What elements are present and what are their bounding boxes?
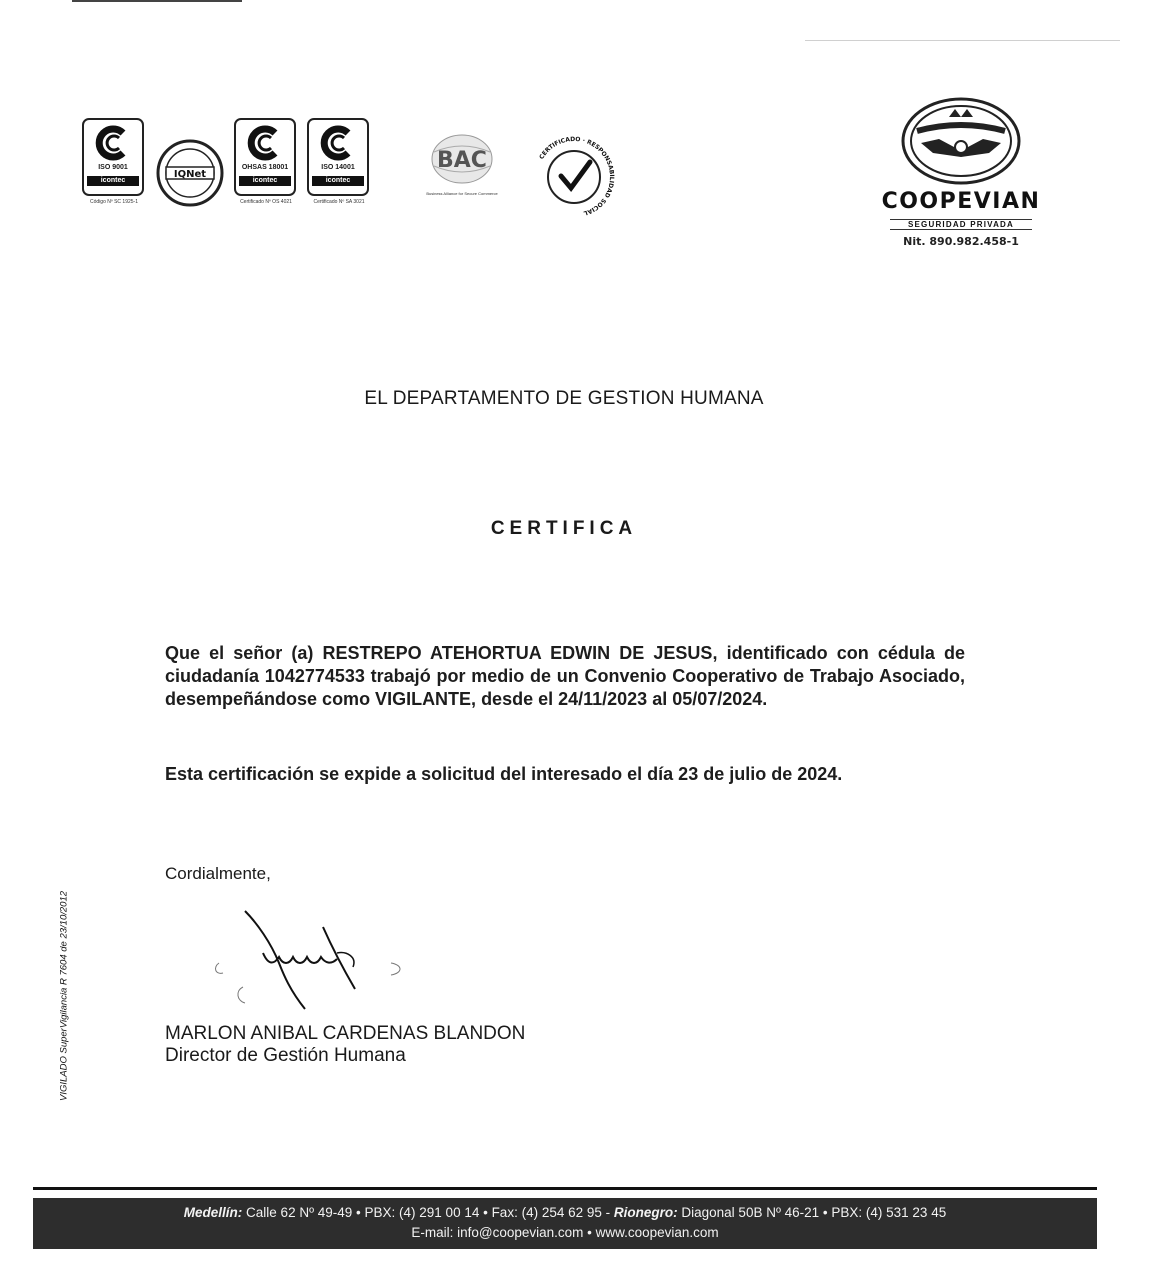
iso-9001-logo (82, 118, 146, 205)
bac-text: BAC (437, 148, 487, 173)
icontec-c-icon (316, 124, 360, 162)
cert-code: Certificado Nº SA 3021 (313, 199, 365, 205)
iqnet-text: IQNet (173, 169, 207, 180)
social-responsibility-seal (528, 134, 620, 220)
vigilado-side-note (52, 880, 76, 1112)
footer-medellin-details: Calle 62 Nº 49-49 • PBX: (4) 291 00 14 • Fax: (4) 254 62 95 - (242, 1205, 614, 1220)
department-heading: EL DEPARTAMENTO DE GESTION HUMANA (364, 388, 764, 409)
signer-name: MARLON ANIBAL CARDENAS BLANDON (165, 1023, 526, 1044)
company-name: COOPEVIAN (881, 189, 1041, 214)
footer-rionegro-details: Diagonal 50B Nº 46-21 • PBX: (4) 531 23 45 (677, 1205, 947, 1220)
bac-logo (402, 132, 522, 196)
coopevian-emblem-icon (899, 95, 1023, 187)
closing-text: Cordialmente, (165, 864, 271, 883)
footer-contact-line: E-mail: info@coopevian.com • www.coopevian.com (411, 1225, 719, 1240)
cert-code: Código Nº SC 1925-1 (90, 199, 138, 205)
issuance-paragraph: Esta certificación se expide a solicitud del interesado el día 23 de julio de 2024. (165, 764, 843, 784)
cert-code: Certificado Nº OS 4021 (240, 199, 292, 205)
iso-14001-logo (307, 118, 371, 205)
cert-label: OHSAS 18001 (241, 164, 289, 171)
document-title: CERTIFICA (490, 518, 638, 539)
footer-address-line (33, 1203, 1097, 1223)
bac-globe-icon (422, 132, 502, 186)
seal-text: CERTIFICADO · RESPONSABILIDAD SOCIAL (538, 135, 616, 217)
ohsas-18001-logo (234, 118, 298, 205)
cert-label: ISO 9001 (98, 164, 128, 171)
scan-edge-line (72, 0, 242, 2)
signer-title: Director de Gestión Humana (165, 1045, 406, 1066)
company-subtitle: SEGURIDAD PRIVADA (890, 219, 1032, 230)
cert-label: ISO 14001 (321, 164, 355, 171)
checkmark-icon (561, 162, 590, 188)
handwritten-signature (205, 905, 415, 1015)
cert-band: icontec (312, 176, 364, 186)
bac-subtitle: Business Alliance for Secure Commerce (426, 191, 498, 196)
vigilado-text: VIGILADO SuperVigilancia R 7604 de 23/10/2012 (58, 890, 70, 1102)
company-brand (850, 95, 1072, 248)
footer-bar (33, 1198, 1097, 1249)
iqnet-logo (155, 138, 225, 208)
cert-band: icontec (239, 176, 291, 186)
footer-city-rionegro: Rionegro: (613, 1205, 678, 1220)
footer-divider (33, 1187, 1097, 1190)
icontec-c-icon (243, 124, 287, 162)
company-nit: Nit. 890.982.458-1 (903, 235, 1019, 248)
scan-edge-line (805, 40, 1120, 41)
icontec-c-icon (91, 124, 135, 162)
certification-paragraph: Que el señor (a) RESTREPO ATEHORTUA EDWIN DE JESUS, identificado con cédula de ciudadanía 1042774533 trabajó por medio de un Convenio Cooperativo de Trabajo Asociado, desempeñándose como VIGILANTE, desde el 24/11/2023 al 05/07/2024. (165, 643, 965, 709)
footer-city-medellin: Medellín: (183, 1205, 243, 1220)
cert-band: icontec (87, 176, 139, 186)
